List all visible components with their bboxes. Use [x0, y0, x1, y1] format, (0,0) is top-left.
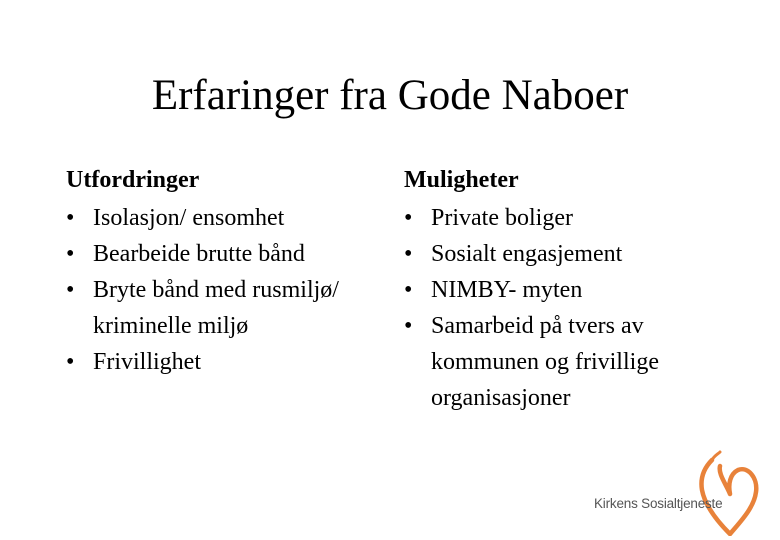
- challenges-heading: Utfordringer: [66, 167, 200, 193]
- list-item-text: Isolasjon/ ensomhet: [93, 205, 285, 231]
- bullet-icon: •: [404, 205, 413, 231]
- list-item-text: Bryte bånd med rusmiljø/ kriminelle miljø: [93, 277, 339, 339]
- list-item-text: NIMBY- myten: [431, 277, 583, 303]
- list-item-text: Bearbeide brutte bånd: [93, 241, 305, 267]
- bullet-icon: •: [66, 277, 75, 303]
- list-item: [66, 344, 363, 380]
- bullet-icon: •: [404, 277, 413, 303]
- opportunities-column: [404, 160, 734, 416]
- logo-text: Kirkens Sosialtjeneste: [594, 496, 723, 511]
- challenges-column: [66, 160, 366, 380]
- organization-logo: [588, 450, 768, 540]
- opportunities-list: [404, 200, 734, 416]
- list-item: [66, 272, 343, 344]
- list-item: [404, 236, 734, 272]
- bullet-icon: •: [66, 205, 75, 231]
- list-item-text: Private boliger: [431, 205, 573, 231]
- bullet-icon: •: [66, 349, 75, 375]
- list-item-text: Samarbeid på tvers av kommunen og frivillige organisasjoner: [431, 313, 659, 411]
- list-item-text: Frivillighet: [93, 349, 201, 375]
- list-item: [404, 308, 731, 416]
- list-item-text: Sosialt engasjement: [431, 241, 623, 267]
- bullet-icon: •: [404, 313, 413, 339]
- slide-title: Erfaringer fra Gode Naboer: [151, 72, 629, 119]
- list-item: [66, 200, 363, 236]
- list-item: [66, 236, 373, 272]
- bullet-icon: •: [66, 241, 75, 267]
- opportunities-heading: Muligheter: [404, 167, 519, 193]
- bullet-icon: •: [404, 241, 413, 267]
- list-item: [404, 272, 734, 308]
- heart-logo-icon: [696, 450, 762, 536]
- list-item: [404, 200, 734, 236]
- challenges-list: [66, 200, 366, 380]
